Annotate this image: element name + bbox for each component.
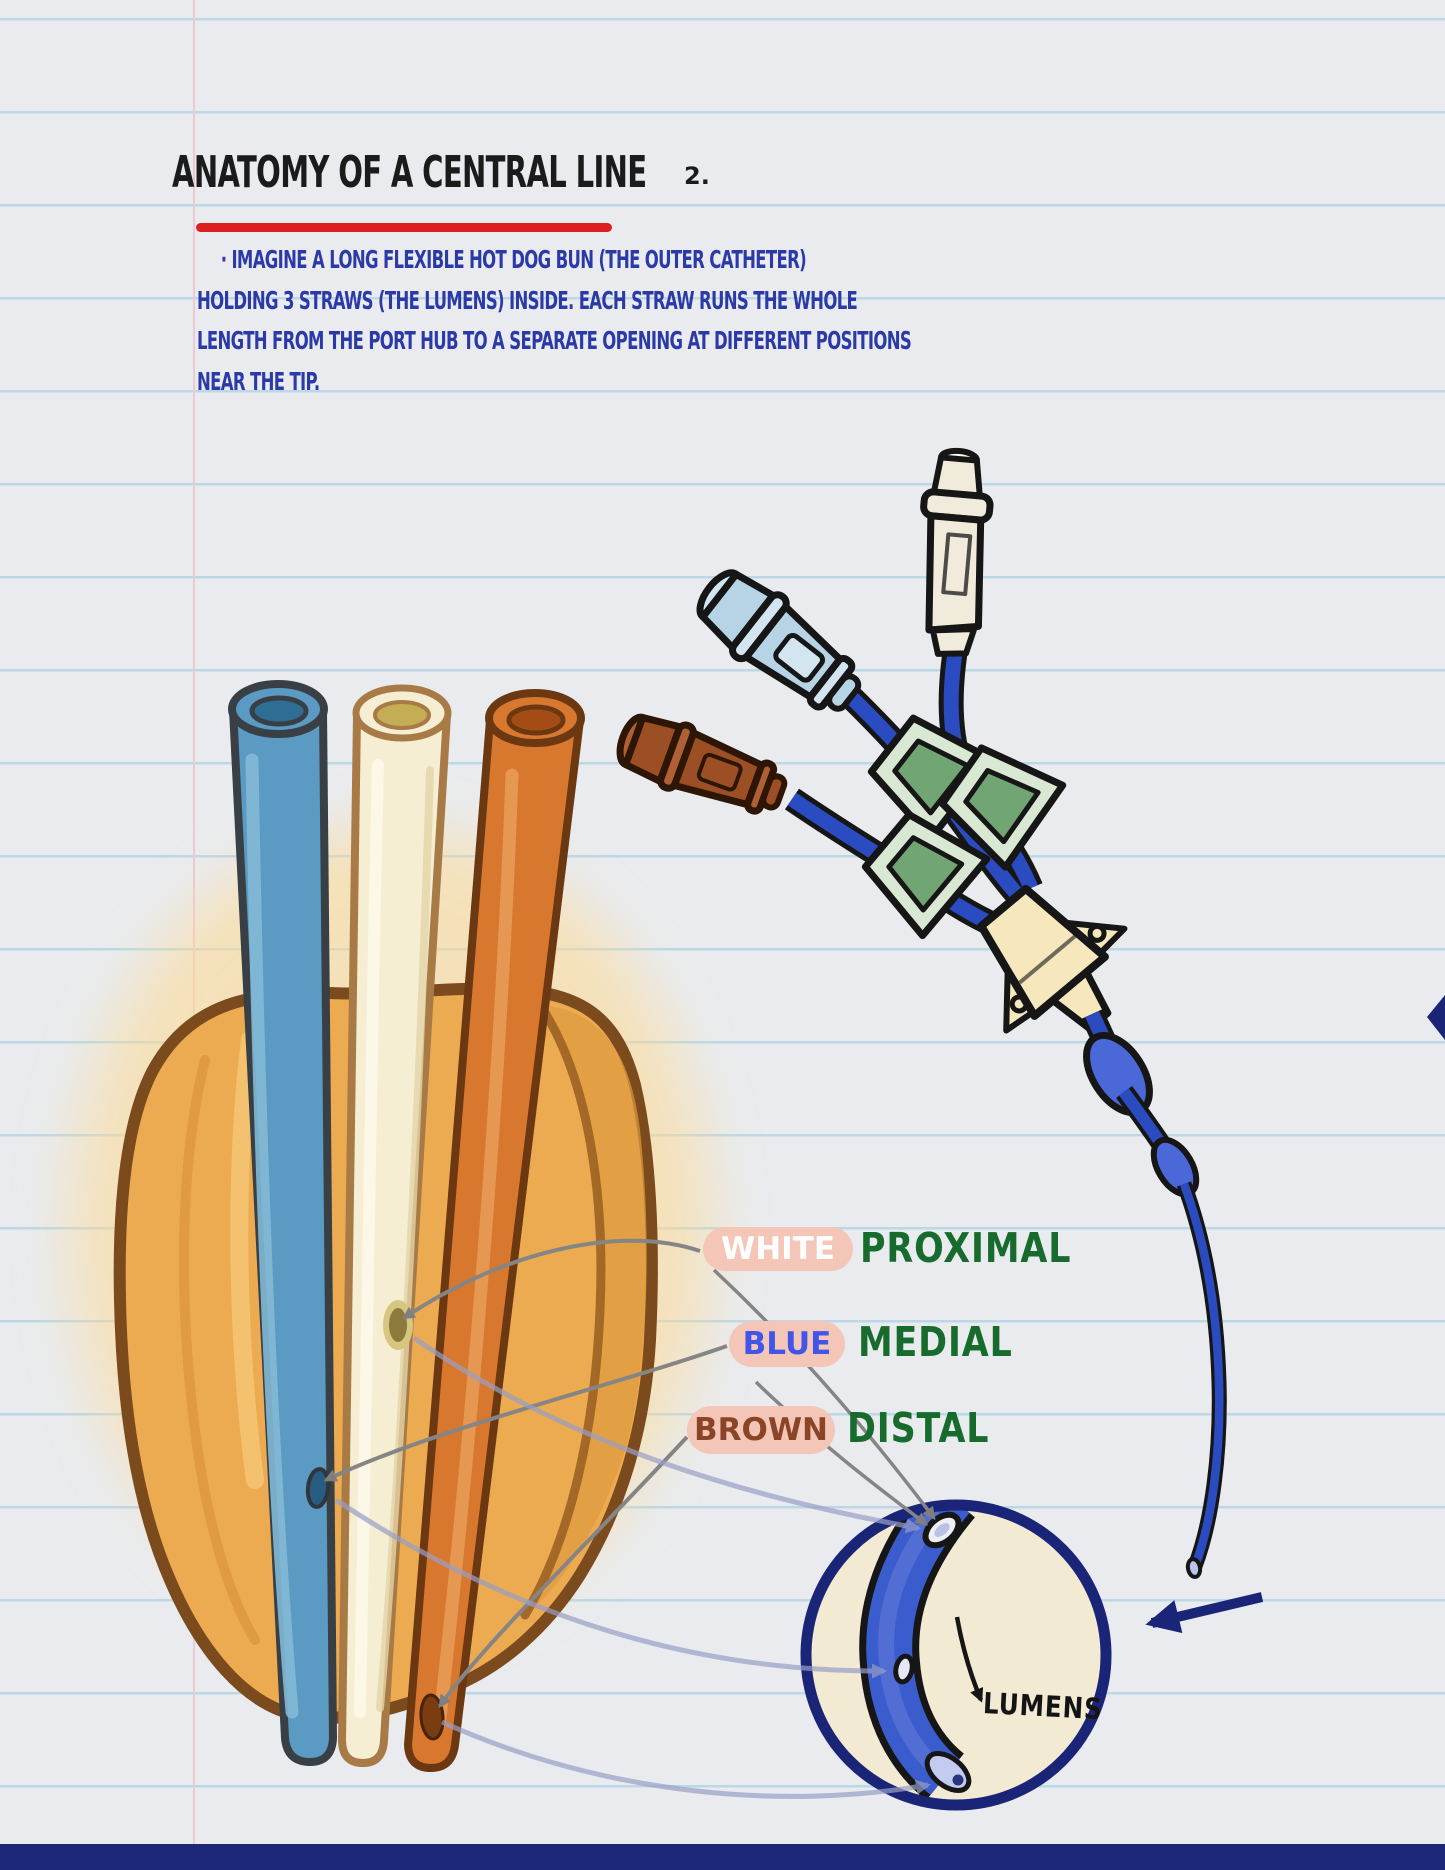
- intro-paragraph: [197, 240, 989, 402]
- badge-label: WHITE: [721, 1231, 835, 1267]
- lumen-name-proximal: PROXIMAL: [860, 1224, 1072, 1272]
- paragraph-line: HOLDING 3 STRAWS (THE LUMENS) INSIDE. EACH STRAW RUNS THE WHOLE: [197, 285, 858, 315]
- inset-caption: LUMENS: [982, 1686, 1104, 1727]
- lumen-color-badge-white: [703, 1227, 853, 1271]
- brown-luer-cap: [612, 706, 792, 825]
- paragraph-line: LENGTH FROM THE PORT HUB TO A SEPARATE OPENING AT DIFFERENT POSITIONS: [197, 326, 912, 356]
- catheter-main-line: [1074, 1014, 1220, 1578]
- catheter-tip: [1187, 1558, 1202, 1578]
- bottom-navy-bar: [0, 1844, 1445, 1870]
- page-title: ANATOMY OF A CENTRAL LINE: [172, 147, 647, 198]
- lumen-name-medial: MEDIAL: [858, 1318, 1013, 1366]
- page-edge-mark: [1427, 995, 1445, 1040]
- lumen-color-badge-brown: [687, 1406, 835, 1454]
- zoom-inset-circle: [806, 1498, 1106, 1805]
- catheter-hub: [945, 857, 1160, 1071]
- lumen-name-distal: DISTAL: [847, 1404, 990, 1452]
- blue-luer-cap: [686, 558, 874, 728]
- tip-zoom-arrow: [1152, 1597, 1262, 1623]
- badge-label: BROWN: [694, 1412, 828, 1448]
- paragraph-line: NEAR THE TIP.: [197, 366, 320, 396]
- page-number: 2.: [684, 162, 710, 190]
- title-underline: [196, 223, 612, 232]
- paragraph-line: · IMAGINE A LONG FLEXIBLE HOT DOG BUN (THE OUTER CATHETER): [220, 245, 807, 274]
- badge-label: BLUE: [742, 1326, 832, 1362]
- lumen-color-badge-blue: [729, 1321, 845, 1367]
- white-luer-cap: [911, 448, 995, 657]
